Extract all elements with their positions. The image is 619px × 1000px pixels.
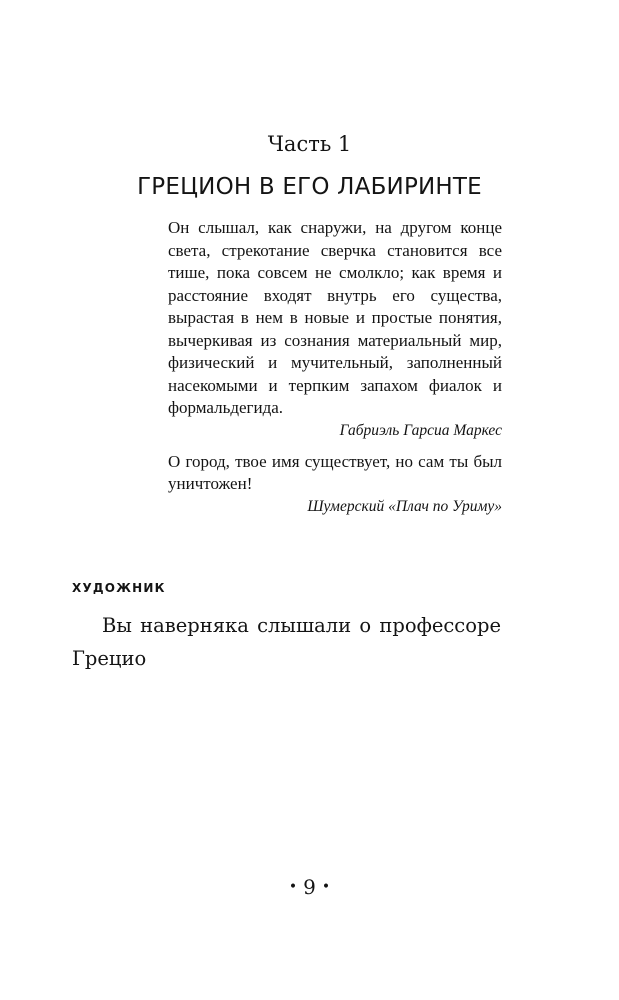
section-heading: художник [72,577,166,597]
body-paragraph: Вы наверняка слышали о профессоре Грецио [72,614,501,670]
body-text [72,610,501,675]
epigraph-author: Шумерский «Плач по Уриму» [307,497,502,515]
epigraphs [168,217,502,527]
epigraph-text: О город, твое имя существует, но сам ты был уничтожен! [168,451,502,493]
page-number-value: 9 [303,875,316,899]
epigraph-author: Габриэль Гарсиа Маркес [339,421,502,439]
page-number [0,874,619,900]
part-label: Часть 1 [267,132,352,156]
page-number-dot-right: • [321,879,331,895]
chapter-title: ГРЕЦИОН В ЕГО ЛАБИРИНТЕ [137,174,482,200]
epigraph-text: Он слышал, как снаружи, на другом конце света, стрекотание сверчка становится все тише, пока совсем не смолкло; как время и расстояние входят внутрь его существа, вырастая в нем в новые и простые понятия, вычеркивая из сознания материальный мир, физический и мучительный, заполненный насекомыми и терпким запахом фиалок и формальдегида. [168,218,502,417]
page-number-dot-left: • [288,879,298,895]
